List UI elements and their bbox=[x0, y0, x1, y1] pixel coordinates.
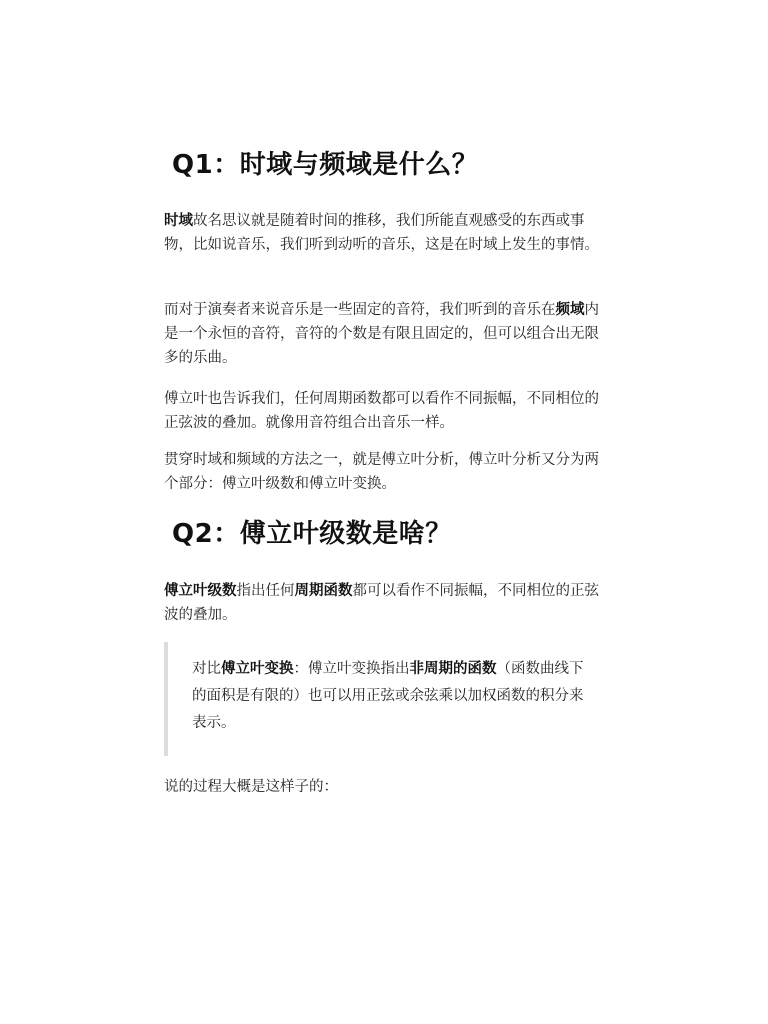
blockquote bbox=[164, 642, 588, 756]
text-series-a: 指出任何 bbox=[236, 583, 295, 599]
heading-q2: Q2：傅立叶级数是啥？ bbox=[172, 519, 452, 549]
paragraph-frequency-domain bbox=[164, 298, 608, 370]
quote-text-c: （函数曲线下的面积是有限的）也可以用正弦或余弦乘以加权函数的积分来表示。 bbox=[192, 661, 584, 731]
heading-q1: Q1：时域与频域是什么？ bbox=[172, 150, 479, 180]
quote-text bbox=[192, 656, 584, 737]
paragraph-fourier-analysis: 贯穿时域和频域的方法之一，就是傅立叶分析，傅立叶分析又分为两个部分：傅立叶级数和傅立叶变换。 bbox=[164, 452, 599, 492]
bold-frequency-domain: 频域 bbox=[555, 302, 585, 318]
quote-text-a: 对比 bbox=[192, 661, 221, 677]
bold-periodic-function: 周期函数 bbox=[294, 583, 353, 599]
text-freq-b: 内是一个永恒的音符，音符的个数是有限且固定的，但可以组合出无限多的乐曲。 bbox=[164, 302, 599, 366]
paragraph-time-domain bbox=[164, 209, 608, 257]
bold-fourier-transform: 傅立叶变换 bbox=[221, 661, 294, 677]
paragraph-process-intro: 说的过程大概是这样子的： bbox=[164, 779, 338, 795]
text-freq-a: 而对于演奏者来说音乐是一些固定的音符，我们听到的音乐在 bbox=[164, 302, 556, 318]
text-series-b: 都可以看作不同振幅，不同相位的正弦波的叠加。 bbox=[164, 583, 599, 623]
bold-fourier-series: 傅立叶级数 bbox=[164, 583, 237, 599]
bold-nonperiodic-function: 非周期的函数 bbox=[409, 661, 497, 677]
paragraph-fourier-intro: 傅立叶也告诉我们，任何周期函数都可以看作不同振幅，不同相位的正弦波的叠加。就像用音符组合出音乐一样。 bbox=[164, 391, 599, 431]
quote-text-b: ：傅立叶变换指出 bbox=[293, 661, 410, 677]
bold-time-domain: 时域 bbox=[164, 213, 193, 229]
text-time-domain: 故名思议就是随着时间的推移，我们所能直观感受的东西或事物，比如说音乐，我们听到动听的音乐，这是在时域上发生的事情。 bbox=[164, 213, 599, 253]
paragraph-fourier-series bbox=[164, 579, 608, 627]
